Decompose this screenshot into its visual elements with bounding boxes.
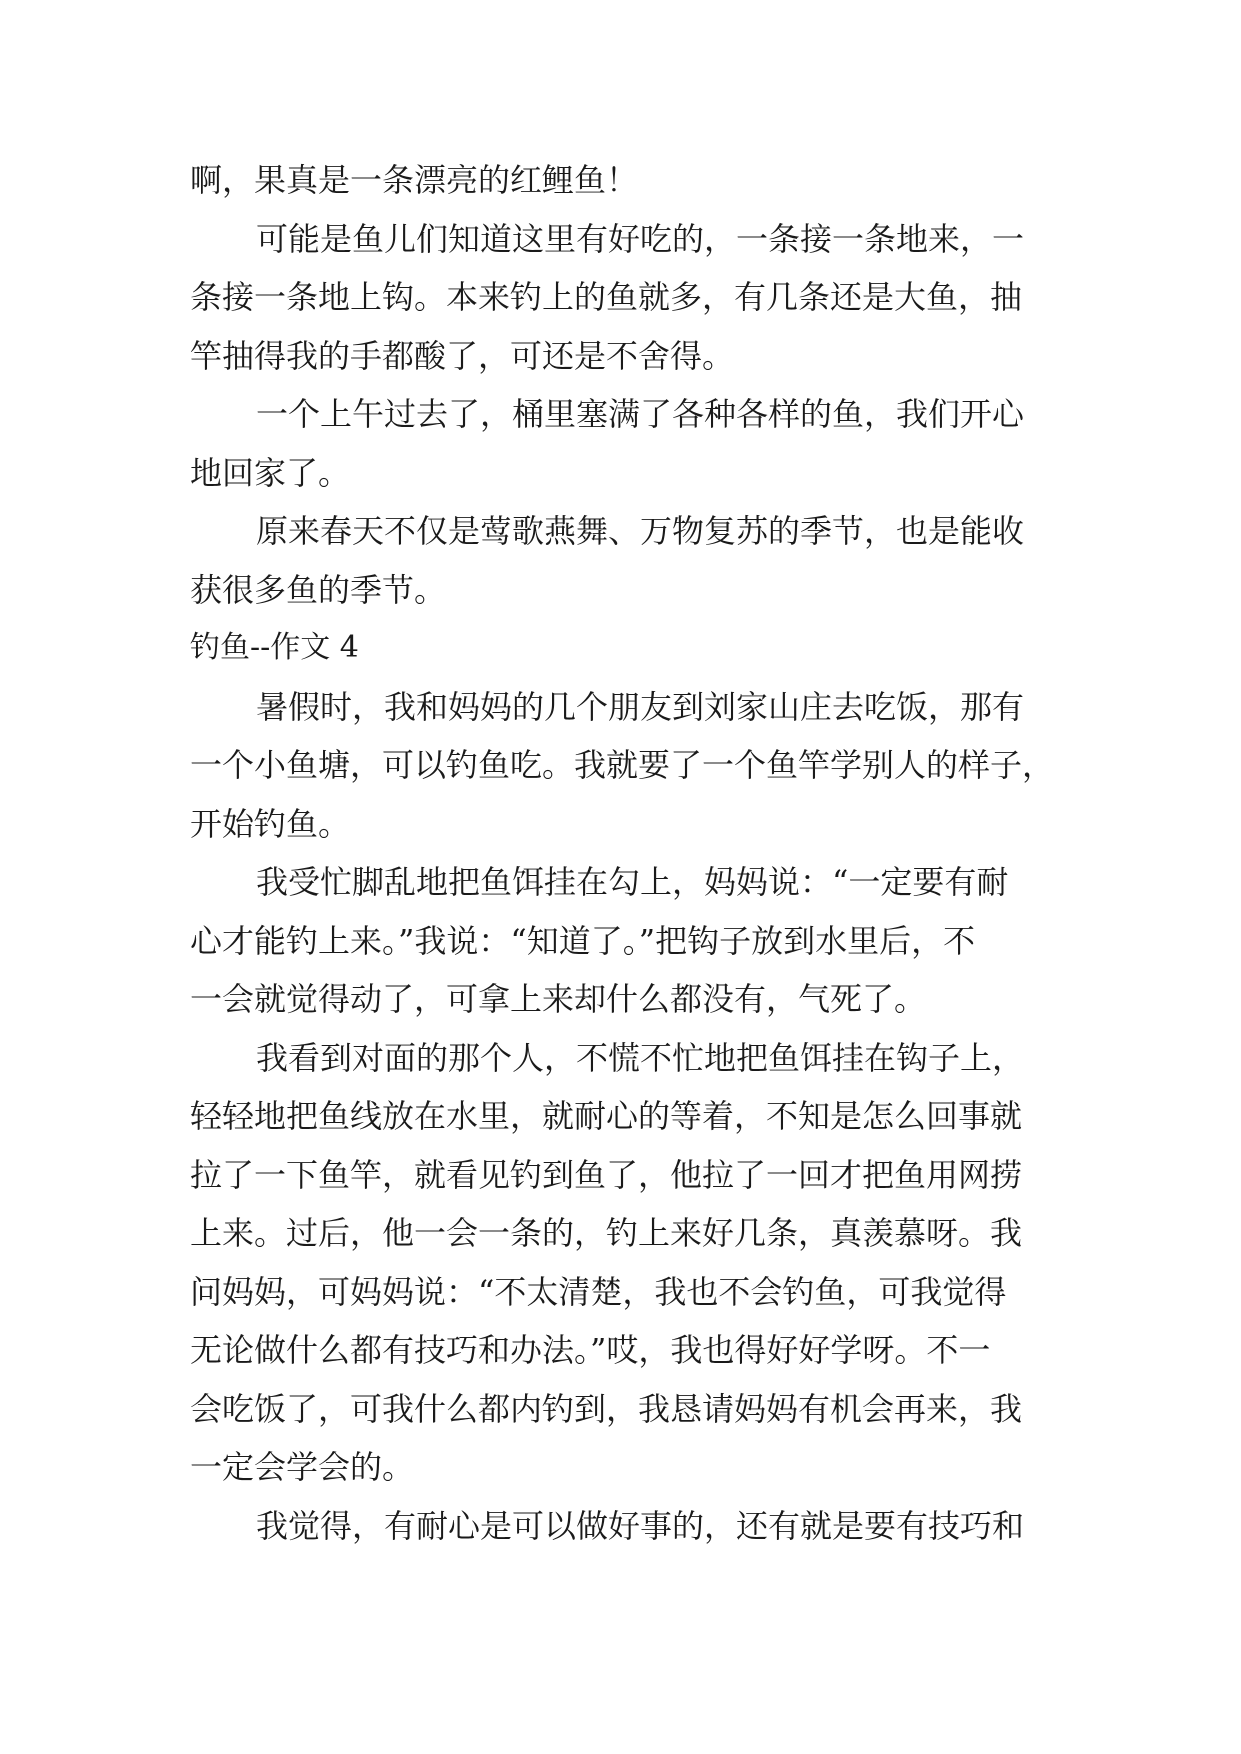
text-line: 心才能钓上来。”我说：“知道了。”把钩子放到水里后，不 (190, 921, 976, 960)
paragraph-start-line: 可能是鱼儿们知道这里有好吃的，一条接一条地来，一 (256, 219, 1025, 258)
text-line: 条接一条地上钩。本来钓上的鱼就多，有几条还是大鱼，抽 (190, 278, 1023, 316)
paragraph-start-line: 一个上午过去了，桶里塞满了各种各样的鱼，我们开心 (256, 395, 1025, 433)
section-heading: 钓鱼--作文 4 (190, 630, 359, 665)
text-line: 一会就觉得动了，可拿上来却什么都没有，气死了。 (190, 980, 927, 1018)
text-line: 上来。过后，他一会一条的，钓上来好几条，真羡慕呀。我 (190, 1214, 1023, 1252)
text-line: 拉了一下鱼竿，就看见钓到鱼了，他拉了一回才把鱼用网捞 (190, 1155, 1023, 1194)
document-body (190, 151, 1055, 1555)
text-line: 问妈妈，可妈妈说：“不太清楚，我也不会钓鱼，可我觉得 (190, 1272, 1007, 1311)
paragraph-start-line: 我看到对面的那个人，不慌不忙地把鱼饵挂在钩子上， (256, 1038, 1025, 1077)
text-line: 一个小鱼塘，可以钓鱼吃。我就要了一个鱼竿学别人的样子， (190, 746, 1055, 784)
text-line: 开始钓鱼。 (190, 804, 351, 843)
text-line: 竿抽得我的手都酸了，可还是不舍得。 (190, 336, 735, 375)
text-line: 获很多鱼的季节。 (190, 570, 447, 609)
paragraph-start-line: 我觉得，有耐心是可以做好事的，还有就是要有技巧和 (256, 1506, 1025, 1545)
text-line: 地回家了。 (190, 453, 351, 492)
text-line: 会吃饭了，可我什么都内钓到，我恳请妈妈有机会再来，我 (190, 1389, 1023, 1428)
paragraph-start-line: 原来春天不仅是莺歌燕舞、万物复苏的季节，也是能收 (256, 512, 1025, 550)
text-line: 轻轻地把鱼线放在水里，就耐心的等着，不知是怎么回事就 (190, 1097, 1023, 1135)
text-line: 无论做什么都有技巧和办法。”哎，我也得好好学呀。不一 (190, 1331, 991, 1369)
paragraph-start-line: 暑假时，我和妈妈的几个朋友到刘家山庄去吃饭，那有 (256, 687, 1025, 726)
paragraph-start-line: 我受忙脚乱地把鱼饵挂在勾上，妈妈说：“一定要有耐 (256, 863, 1009, 901)
text-line: 一定会学会的。 (190, 1448, 415, 1486)
text-line: 啊，果真是一条漂亮的红鲤鱼！ (190, 161, 639, 199)
